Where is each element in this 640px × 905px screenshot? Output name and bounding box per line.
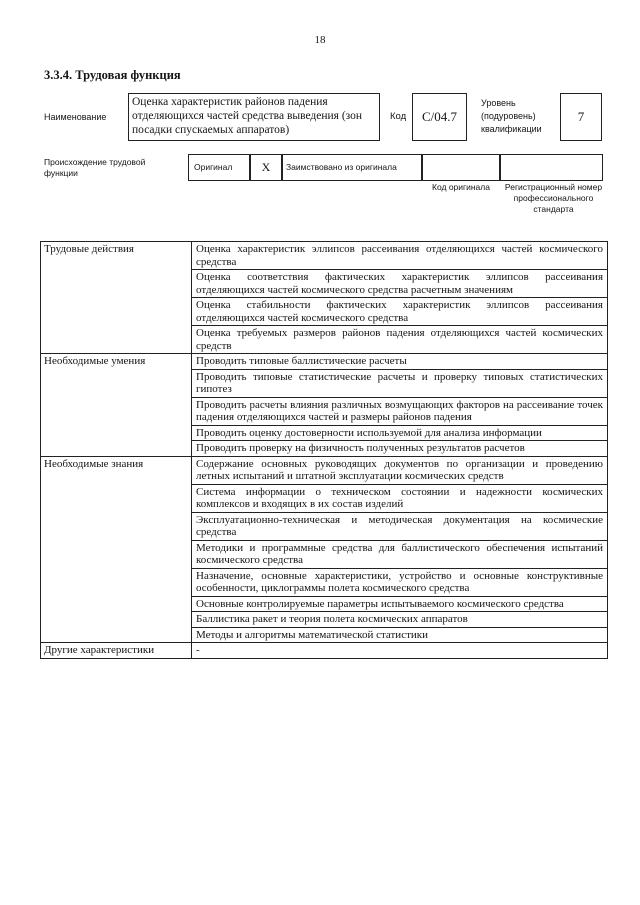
page-number: 18: [314, 34, 326, 46]
origin-label: Происхождение трудовой функции: [44, 157, 146, 178]
category-cell: Другие характеристики: [41, 643, 192, 659]
name-label: Наименование: [44, 112, 107, 122]
item-cell: Баллистика ракет и теория полета космических аппаратов: [192, 612, 608, 628]
reg-number-cell: [500, 154, 603, 181]
item-cell: Проводить оценку достоверности используемой для анализа информации: [192, 425, 608, 441]
item-cell: Содержание основных руководящих документов по организации и проведению летных испытаний и штатной эксплуатации космических средств: [192, 456, 608, 484]
function-name-box: Оценка характеристик районов падения отделяющихся частей средства выведения (зон посадки спускаемых аппаратов): [128, 93, 380, 141]
item-cell: Проводить типовые статистические расчеты и проверку типовых статистических гипотез: [192, 369, 608, 397]
original-mark: X: [250, 154, 282, 181]
item-cell: Эксплуатационно-техническая и методическая документация на космические средства: [192, 512, 608, 540]
item-cell: Методы и алгоритмы математической статистики: [192, 627, 608, 643]
code-value-box: С/04.7: [412, 93, 467, 141]
table-row: [41, 456, 608, 484]
category-cell: Необходимые умения: [41, 354, 192, 457]
category-cell: Трудовые действия: [41, 242, 192, 354]
category-cell: Необходимые знания: [41, 456, 192, 643]
item-cell: Оценка соответствия фактических характеристик эллипсов рассеивания отделяющихся частей космического средства расчетным значениям: [192, 270, 608, 298]
item-cell: Проводить расчеты влияния различных возмущающих факторов на рассеивание точек падения отделяющихся частей и размеры районов падения: [192, 397, 608, 425]
item-cell: Проводить типовые баллистические расчеты: [192, 354, 608, 370]
table-row: [41, 643, 608, 659]
function-details-table: [40, 241, 608, 659]
level-label: Уровень (подуровень) квалификации: [481, 98, 542, 134]
origin-row: [188, 154, 603, 181]
item-cell: Назначение, основные характеристики, устройство и основные конструктивные особенности, циклограммы полета космического средства: [192, 568, 608, 596]
section-title: 3.3.4. Трудовая функция: [44, 68, 181, 82]
item-cell: Система информации о техническом состоянии и надежности космических комплексов и входящих в их состав изделий: [192, 484, 608, 512]
borrowed-label: Заимствовано из оригинала: [282, 154, 422, 181]
original-label: Оригинал: [188, 154, 250, 181]
level-value-box: 7: [560, 93, 602, 141]
code-label: Код: [390, 111, 407, 122]
code-original-caption: Код оригинала: [432, 182, 490, 192]
table-row: [41, 354, 608, 370]
item-cell: Оценка требуемых размеров районов падения отделяющихся частей космических средств: [192, 326, 608, 354]
item-cell: Оценка характеристик эллипсов рассеивания отделяющихся частей космического средства: [192, 242, 608, 270]
item-cell: Методики и программные средства для баллистического обеспечения испытаний космического средства: [192, 540, 608, 568]
reg-number-caption: Регистрационный номер профессионального стандарта: [504, 182, 603, 214]
code-original-cell: [422, 154, 500, 181]
item-cell: Оценка стабильности фактических характеристик эллипсов рассеивания отделяющихся частей космического средства: [192, 298, 608, 326]
item-cell: -: [192, 643, 608, 659]
table-row: [41, 242, 608, 270]
item-cell: Проводить проверку на физичность полученных результатов расчетов: [192, 441, 608, 457]
item-cell: Основные контролируемые параметры испытываемого космического средства: [192, 596, 608, 612]
